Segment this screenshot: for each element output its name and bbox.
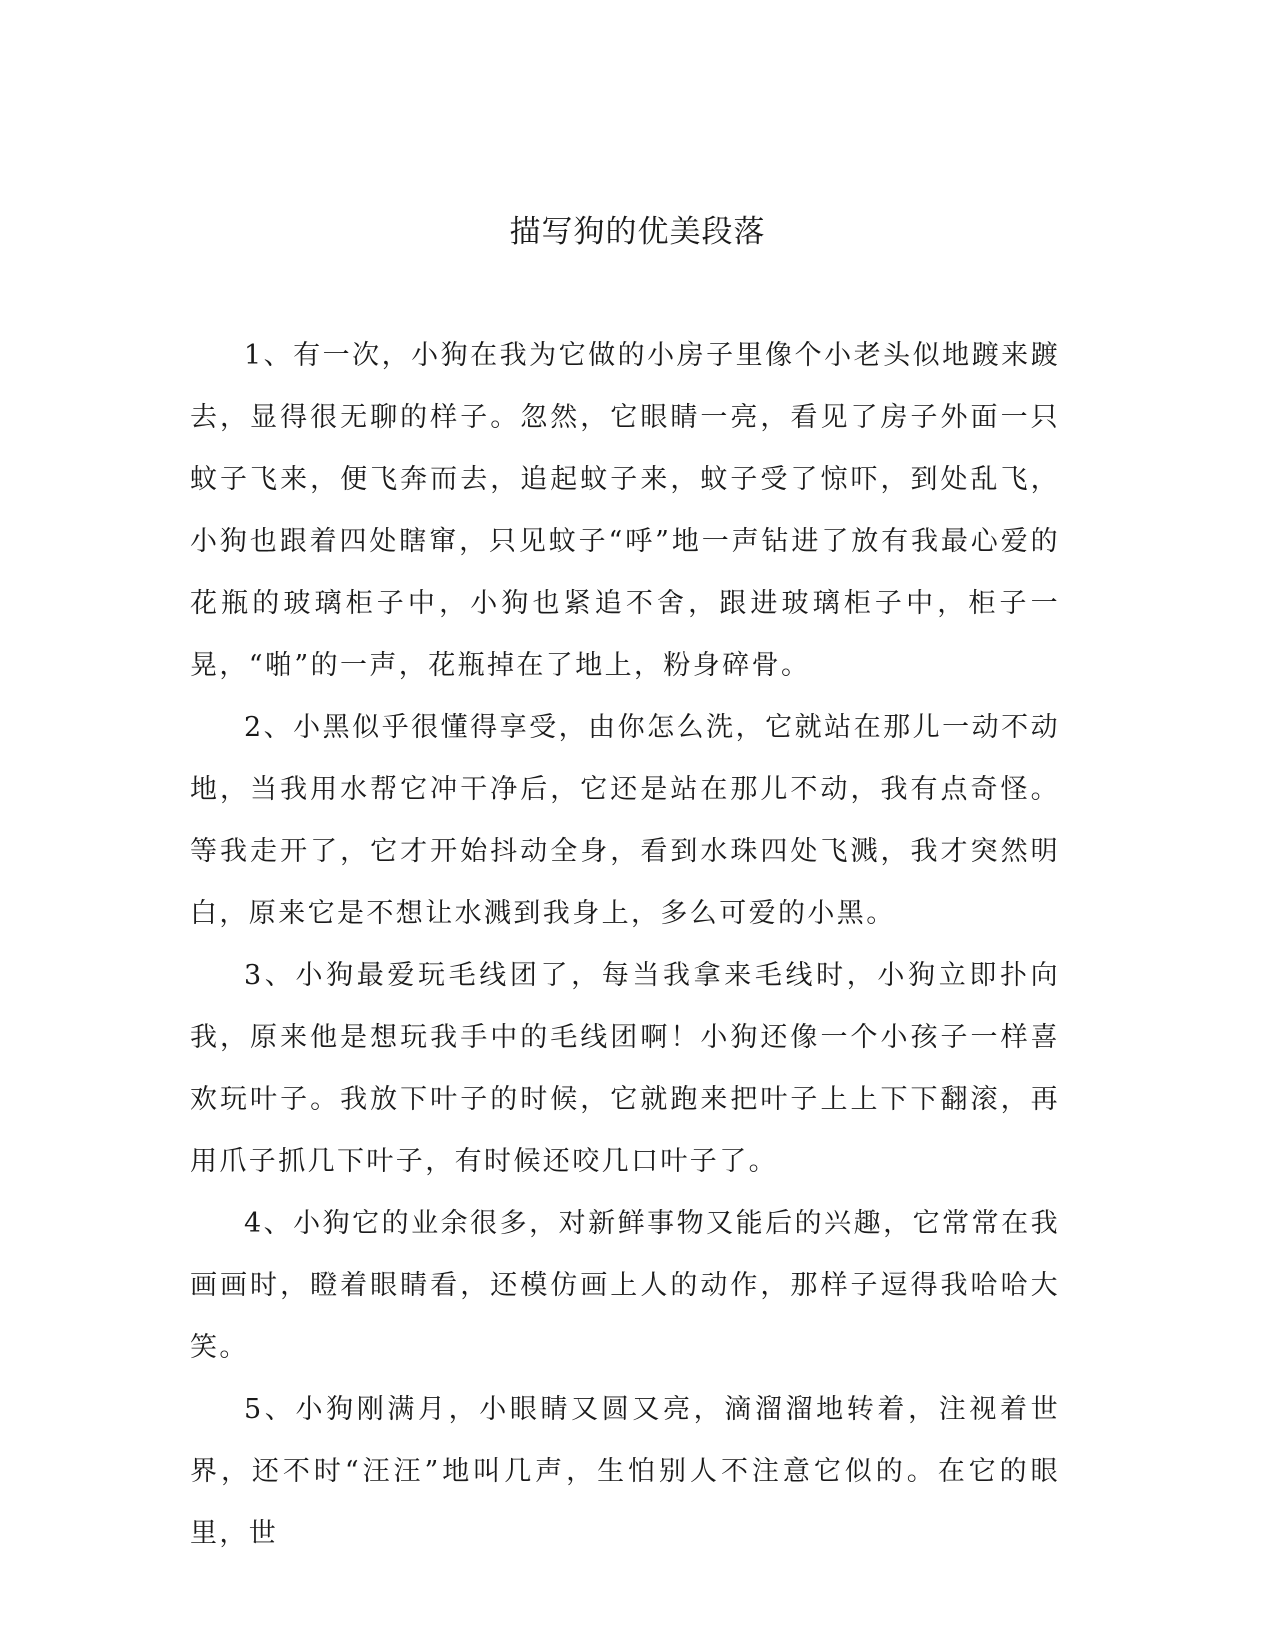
paragraph-3: 3、小狗最爱玩毛线团了，每当我拿来毛线时，小狗立即扑向我，原来他是想玩我手中的毛线团啊！小狗还像一个小孩子一样喜欢玩叶子。我放下叶子的时候，它就跑来把叶子上上下下翻滚，再用爪子抓几下叶子，有时候还咬几口叶子了。 — [190, 960, 1060, 1177]
paragraph-5: 5、小狗刚满月，小眼睛又圆又亮，滴溜溜地转着，注视着世界，还不时“汪汪”地叫几声，生怕别人不注意它似的。在它的眼里，世 — [190, 1394, 1060, 1549]
paragraph-4: 4、小狗它的业余很多，对新鲜事物又能后的兴趣，它常常在我画画时，瞪着眼睛看，还模仿画上人的动作，那样子逗得我哈哈大笑。 — [190, 1208, 1060, 1363]
paragraph-2: 2、小黑似乎很懂得享受，由你怎么洗，它就站在那儿一动不动地，当我用水帮它冲干净后，它还是站在那儿不动，我有点奇怪。等我走开了，它才开始抖动全身，看到水珠四处飞溅，我才突然明白，原来它是不想让水溅到我身上，多么可爱的小黑。 — [190, 712, 1060, 929]
document-body — [190, 325, 1060, 1565]
paragraph-1: 1、有一次，小狗在我为它做的小房子里像个小老头似地踱来踱去，显得很无聊的样子。忽然，它眼睛一亮，看见了房子外面一只蚊子飞来，便飞奔而去，追起蚊子来，蚊子受了惊吓，到处乱飞，小狗也跟着四处瞎窜，只见蚊子“呼”地一声钻进了放有我最心爱的花瓶的玻璃柜子中，小狗也紧追不舍，跟进玻璃柜子中，柜子一晃，“啪”的一声，花瓶掉在了地上，粉身碎骨。 — [190, 340, 1060, 681]
document-title: 描写狗的优美段落 — [509, 214, 766, 250]
